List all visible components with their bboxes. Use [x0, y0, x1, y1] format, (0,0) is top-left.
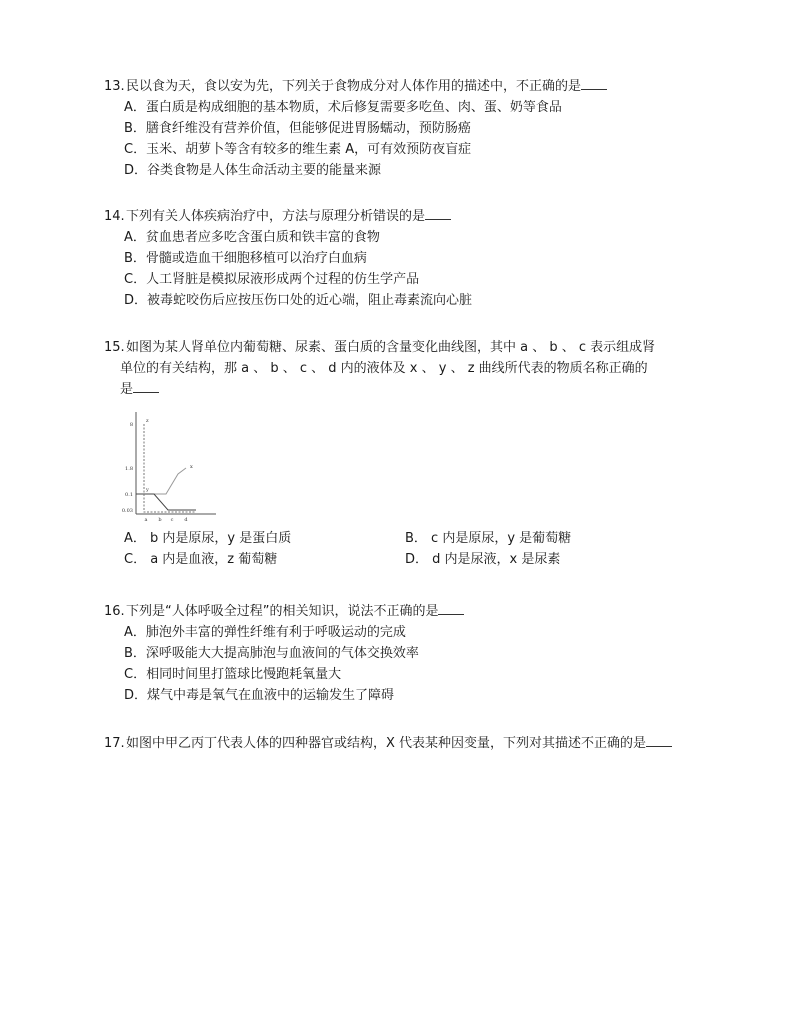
y-tick-label: 8 [129, 422, 133, 428]
option-a: A．蛋白质是构成细胞的基本物质，术后修复需要多吃鱼、肉、蛋、奶等食品 [124, 100, 562, 115]
question-number: 13. [104, 79, 125, 94]
question-number: 15. [104, 340, 125, 355]
y-tick-label: 0.1 [125, 492, 133, 498]
question-stem-line-2: 单位的有关结构，那 a 、 b 、 c 、 d 内的液体及 x 、 y 、 z 曲线所代表的物质名称正确的 [120, 361, 648, 376]
question-stem: 下列有关人体疾病治疗中，方法与原理分析错误的是 [126, 209, 426, 224]
question-15 [104, 337, 724, 570]
question-13 [104, 76, 724, 181]
answer-blank[interactable] [133, 380, 159, 393]
option-d: D．被毒蛇咬伤后应按压伤口处的近心端，阻止毒素流向心脏 [124, 293, 473, 308]
question-number: 16. [104, 604, 125, 619]
question-number: 14. [104, 209, 125, 224]
question-stem: 民以食为天，食以安为先，下列关于食物成分对人体作用的描述中，不正确的是 [126, 79, 582, 94]
option-b: B．深呼吸能大大提高肺泡与血液间的气体交换效率 [124, 646, 419, 661]
option-d: D．谷类食物是人体生命活动主要的能量来源 [124, 163, 382, 178]
option-c: C．人工肾脏是模拟尿液形成两个过程的仿生学产品 [124, 272, 420, 287]
question-17 [104, 733, 724, 754]
option-a: A． b 内是原尿，y 是蛋白质 [124, 531, 292, 546]
kidney-curve-chart [116, 402, 226, 522]
question-stem: 下列是“人体呼吸全过程”的相关知识，说法不正确的是 [126, 604, 439, 619]
question-stem-line-3: 是 [120, 382, 134, 397]
option-c: C．相同时间里打篮球比慢跑耗氧量大 [124, 667, 342, 682]
series-y-line [136, 494, 196, 510]
question-number: 17. [104, 736, 125, 751]
chart-series [136, 418, 196, 512]
answer-blank[interactable] [438, 602, 464, 615]
question-16 [104, 601, 724, 706]
chart-axes [136, 412, 216, 514]
option-b: B． c 内是原尿，y 是葡萄糖 [405, 531, 572, 546]
series-x-label: x [190, 464, 193, 470]
x-tick-label: d [184, 517, 188, 522]
chart-ticks [122, 422, 189, 522]
y-tick-label: 0.03 [121, 508, 133, 514]
question-stem: 如图中甲乙丙丁代表人体的四种器官或结构，X 代表某种因变量，下列对其描述不正确的是 [126, 736, 647, 751]
option-c: C． a 内是血液，z 葡萄糖 [124, 552, 278, 567]
question-stem-line-1: 如图为某人肾单位内葡萄糖、尿素、蛋白质的含量变化曲线图，其中 a 、 b 、 c 表示组成肾 [126, 340, 656, 355]
series-z-label: z [146, 418, 149, 424]
answer-blank[interactable] [581, 77, 607, 90]
answer-blank[interactable] [646, 734, 672, 747]
options-grid [104, 528, 724, 570]
series-y-label: y [146, 487, 149, 493]
answer-blank[interactable] [425, 207, 451, 220]
x-tick-label: b [158, 517, 162, 522]
option-d: D．煤气中毒是氧气在血液中的运输发生了障碍 [124, 688, 395, 703]
question-14 [104, 206, 724, 311]
option-b: B．膳食纤维没有营养价值，但能够促进胃肠蠕动，预防肠癌 [124, 121, 471, 136]
x-tick-label: a [144, 517, 148, 522]
x-tick-label: c [170, 517, 174, 522]
series-z-line [144, 424, 196, 512]
option-d: D． d 内是尿液，x 是尿素 [405, 552, 561, 567]
option-a: A．肺泡外丰富的弹性纤维有利于呼吸运动的完成 [124, 625, 406, 640]
y-tick-label: 1.8 [125, 466, 133, 472]
option-c: C．玉米、胡萝卜等含有较多的维生素 A，可有效预防夜盲症 [124, 142, 472, 157]
option-b: B．骨髓或造血干细胞移植可以治疗白血病 [124, 251, 367, 266]
option-a: A．贫血患者应多吃含蛋白质和铁丰富的食物 [124, 230, 380, 245]
